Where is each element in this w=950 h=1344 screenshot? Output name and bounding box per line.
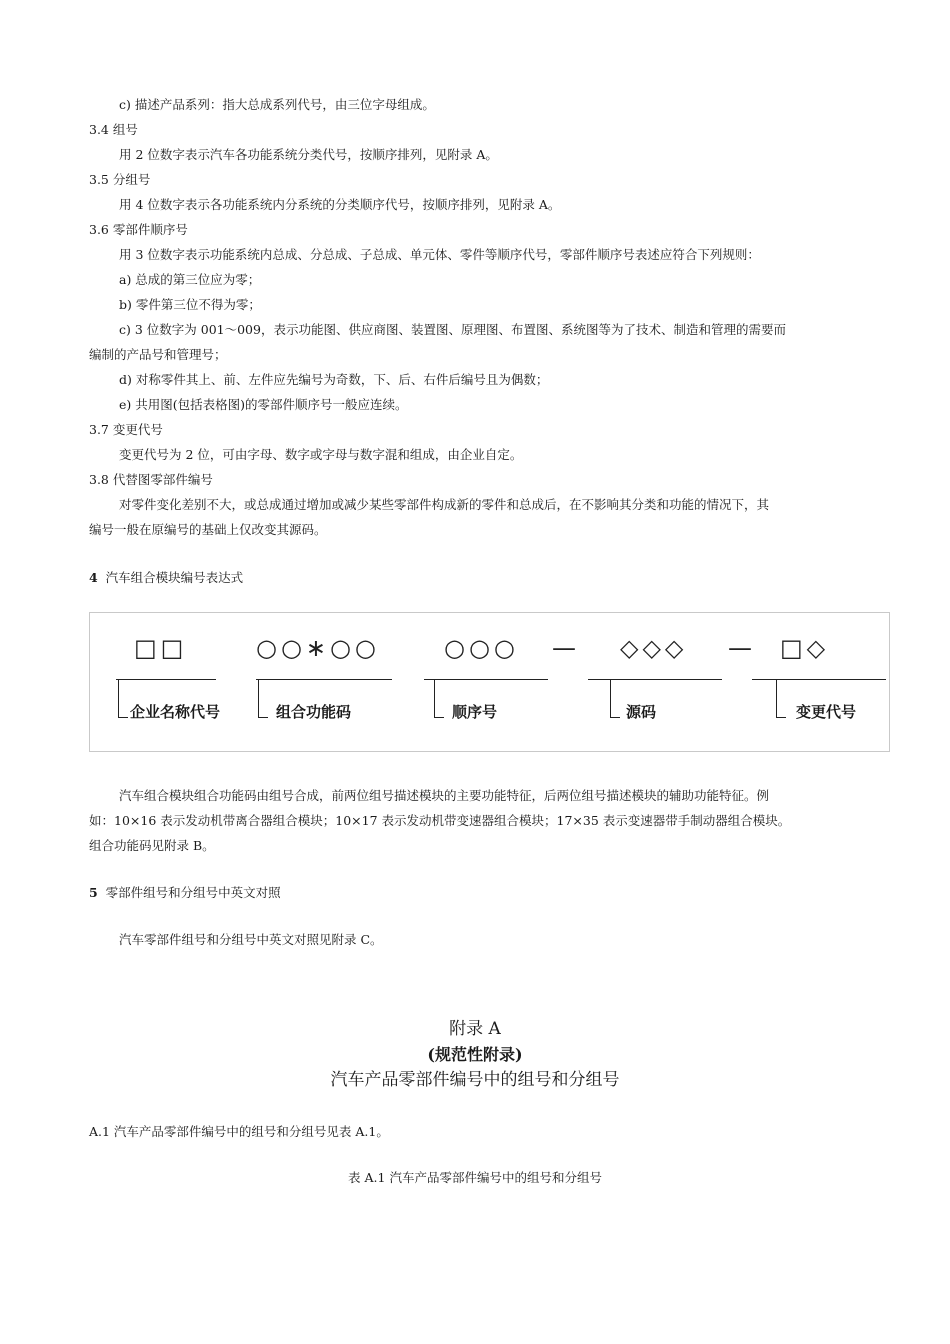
section-4-paragraph-line3: 组合功能码见附录 B。 — [89, 838, 215, 853]
section-4-paragraph-line2: 如：10×16 表示发动机带离合器组合模块；10×17 表示发动机带变速器组合模块；17×35 表示变速器带手制动器组合模块。 — [89, 813, 791, 828]
heading-section-4 — [89, 570, 243, 586]
diagram-label-source: 源码 — [626, 703, 657, 721]
diagram-bracket-change-stem — [776, 679, 777, 717]
list-item-3-6-c-line1: c) 3 位数字为 001～009，表示功能图、供应商图、装置图、原理图、布置图、系统图等为了技术、制造和管理的需要而 — [119, 322, 786, 337]
diagram-dash-2: — — [728, 634, 756, 662]
diagram-bracket-sequence-stem — [434, 679, 435, 717]
list-item-3-6-a: a) 总成的第三位应为零； — [119, 272, 261, 287]
list-item-3-6-b: b) 零件第三位不得为零； — [119, 297, 261, 312]
appendix-a1-paragraph: A.1 汽车产品零部件编号中的组号和分组号见表 A.1。 — [89, 1124, 389, 1139]
paragraph-3-7: 变更代号为 2 位，可由字母、数字或字母与数字混和组成，由企业自定。 — [119, 447, 523, 462]
list-item-3-6-e: e) 共用图(包括表格图)的零部件顺序号一般应连续。 — [119, 397, 408, 412]
diagram-bracket-function-foot — [258, 717, 268, 718]
heading-3-7: 3.7 变更代号 — [89, 422, 163, 437]
section-5-number: 5 — [89, 885, 98, 900]
list-item-3-6-c-line2: 编制的产品号和管理号； — [89, 347, 227, 362]
diagram-label-sequence: 顺序号 — [452, 703, 498, 721]
diagram-bracket-sequence — [424, 679, 548, 680]
section-5-paragraph: 汽车零部件组号和分组号中英文对照见附录 C。 — [119, 932, 383, 947]
diagram-symbol-sequence: ○○○ — [444, 634, 519, 662]
paragraph-3-6: 用 3 位数字表示功能系统内总成、分总成、子总成、单元体、零件等顺序代号，零部件顺序号表述应符合下列规则： — [119, 247, 760, 262]
section-4-title: 汽车组合模块编号表达式 — [105, 570, 244, 585]
diagram-bracket-change-foot — [776, 717, 786, 718]
diagram-label-change: 变更代号 — [796, 703, 857, 721]
list-item-c-product-series: c) 描述产品系列：指大总成系列代号，由三位字母组成。 — [119, 97, 435, 112]
diagram-label-company: 企业名称代号 — [130, 703, 221, 721]
section-4-paragraph-line1: 汽车组合模块组合功能码由组号合成，前两位组号描述模块的主要功能特征，后两位组号描述模块的辅助功能特征。例 — [119, 788, 770, 803]
section-5-title: 零部件组号和分组号中英文对照 — [105, 885, 281, 900]
section-4-number: 4 — [89, 570, 98, 585]
diagram-symbol-change: □◇ — [780, 634, 830, 662]
diagram-bracket-change — [752, 679, 886, 680]
appendix-subtitle: (规范性附录) — [427, 1045, 523, 1064]
appendix-heading: 汽车产品零部件编号中的组号和分组号 — [330, 1070, 620, 1090]
diagram-symbol-company: □□ — [134, 634, 188, 662]
diagram-bracket-source — [588, 679, 722, 680]
list-item-3-6-d: d) 对称零件其上、前、左件应先编号为奇数，下、后、右件后编号且为偶数； — [119, 372, 549, 387]
diagram-bracket-source-stem — [610, 679, 611, 717]
diagram-bracket-source-foot — [610, 717, 620, 718]
paragraph-3-8-line2: 编号一般在原编号的基础上仅改变其源码。 — [89, 522, 327, 537]
diagram-bracket-company-foot — [118, 717, 128, 718]
paragraph-3-8-line1: 对零件变化差别不大，或总成通过增加或减少某些零部件构成新的零件和总成后，在不影响其分类和功能的情况下，其 — [119, 497, 770, 512]
appendix-title — [0, 1018, 950, 1040]
diagram-dash-1: — — [552, 634, 580, 662]
paragraph-3-5: 用 4 位数字表示各功能系统内分系统的分类顺序代号，按顺序排列，见附录 A。 — [119, 197, 561, 212]
heading-section-5 — [89, 885, 281, 901]
diagram-bracket-function-stem — [258, 679, 259, 717]
heading-3-6: 3.6 零部件顺序号 — [89, 222, 188, 237]
heading-3-8: 3.8 代替图零部件编号 — [89, 472, 213, 487]
heading-3-4: 3.4 组号 — [89, 122, 138, 137]
appendix-title-text: 附录 A — [449, 1019, 501, 1039]
diagram-bracket-company-stem — [118, 679, 119, 717]
diagram-symbol-source: ◇◇◇ — [620, 634, 688, 662]
table-caption: 表 A.1 汽车产品零部件编号中的组号和分组号 — [348, 1170, 602, 1185]
diagram-label-function: 组合功能码 — [276, 703, 352, 721]
code-expression-diagram — [89, 612, 890, 752]
paragraph-3-4: 用 2 位数字表示汽车各功能系统分类代号，按顺序排列，见附录 A。 — [119, 147, 498, 162]
diagram-bracket-sequence-foot — [434, 717, 444, 718]
diagram-symbol-function: ○○∗○○ — [256, 634, 380, 662]
heading-3-5: 3.5 分组号 — [89, 172, 151, 187]
diagram-bracket-function — [256, 679, 392, 680]
diagram-bracket-company — [116, 679, 216, 680]
